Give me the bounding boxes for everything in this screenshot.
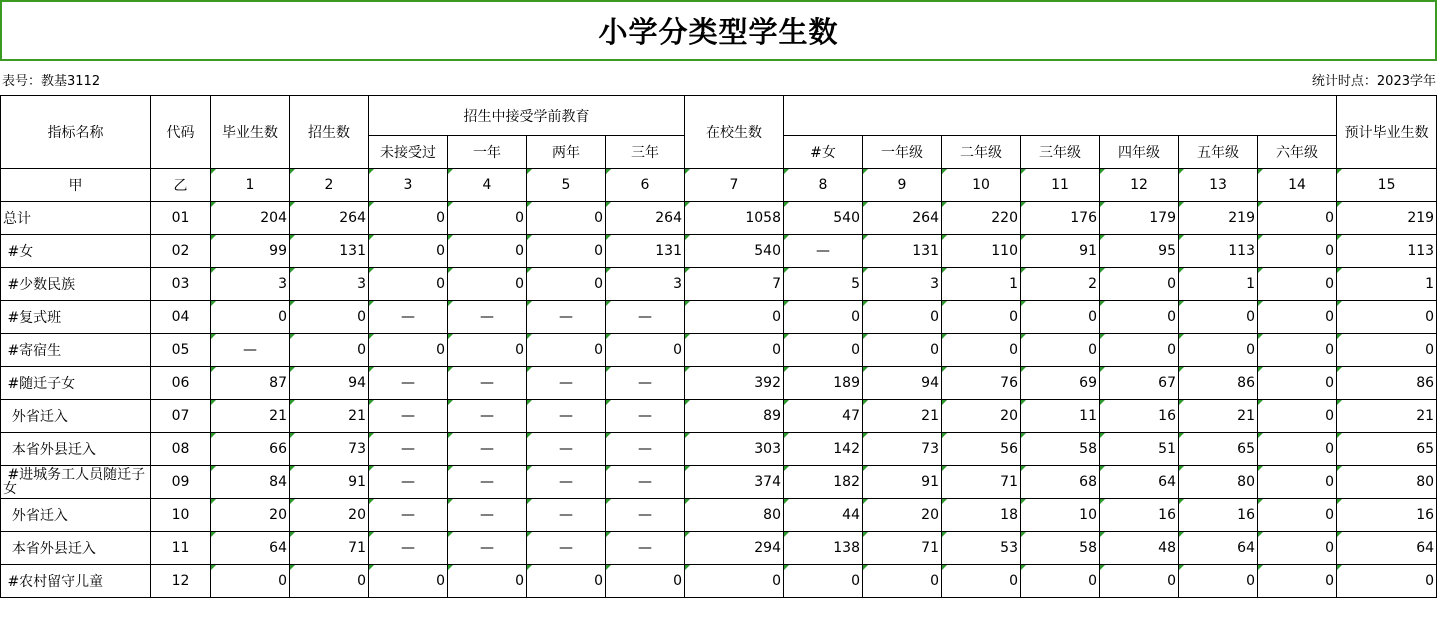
index-cell: 5 bbox=[527, 169, 606, 202]
data-cell: 68 bbox=[1021, 466, 1100, 499]
data-cell: — bbox=[369, 466, 448, 499]
data-cell: — bbox=[784, 235, 863, 268]
data-cell: 0 bbox=[685, 301, 784, 334]
data-cell: 0 bbox=[1337, 301, 1437, 334]
data-cell: 0 bbox=[527, 202, 606, 235]
data-cell: — bbox=[448, 532, 527, 565]
row-label: #复式班 bbox=[1, 301, 151, 334]
data-cell: 179 bbox=[1100, 202, 1179, 235]
table-row bbox=[1, 499, 1437, 532]
data-cell: 0 bbox=[784, 334, 863, 367]
header-grade-6: 六年级 bbox=[1258, 136, 1337, 169]
data-cell: — bbox=[527, 499, 606, 532]
title-box bbox=[0, 0, 1437, 61]
data-cell: 91 bbox=[290, 466, 369, 499]
header-expected-graduates: 预计毕业生数 bbox=[1337, 96, 1437, 169]
data-cell: 7 bbox=[685, 268, 784, 301]
row-code: 09 bbox=[151, 466, 211, 499]
row-label: #随迁子女 bbox=[1, 367, 151, 400]
data-cell: 0 bbox=[290, 565, 369, 598]
data-cell: — bbox=[606, 301, 685, 334]
data-cell: 51 bbox=[1100, 433, 1179, 466]
data-cell: 176 bbox=[1021, 202, 1100, 235]
data-cell: 0 bbox=[863, 565, 942, 598]
header-graduates: 毕业生数 bbox=[211, 96, 290, 169]
data-cell: 73 bbox=[863, 433, 942, 466]
table-row bbox=[1, 301, 1437, 334]
data-cell: 64 bbox=[211, 532, 290, 565]
data-cell: 3 bbox=[211, 268, 290, 301]
data-cell: 131 bbox=[863, 235, 942, 268]
data-cell: 0 bbox=[784, 565, 863, 598]
data-cell: 91 bbox=[1021, 235, 1100, 268]
data-cell: 1 bbox=[1337, 268, 1437, 301]
table-row bbox=[1, 400, 1437, 433]
header-grade-5: 五年级 bbox=[1179, 136, 1258, 169]
data-cell: 113 bbox=[1337, 235, 1437, 268]
data-cell: 0 bbox=[369, 235, 448, 268]
row-code: 01 bbox=[151, 202, 211, 235]
data-cell: 3 bbox=[606, 268, 685, 301]
data-cell: 71 bbox=[290, 532, 369, 565]
index-cell: 6 bbox=[606, 169, 685, 202]
row-code: 10 bbox=[151, 499, 211, 532]
index-cell: 10 bbox=[942, 169, 1021, 202]
data-cell: 219 bbox=[1337, 202, 1437, 235]
data-cell: 80 bbox=[1179, 466, 1258, 499]
data-cell: 0 bbox=[527, 268, 606, 301]
data-cell: 0 bbox=[1100, 565, 1179, 598]
row-label: 外省迁入 bbox=[1, 400, 151, 433]
row-code: 06 bbox=[151, 367, 211, 400]
index-cell: 乙 bbox=[151, 169, 211, 202]
index-cell: 9 bbox=[863, 169, 942, 202]
row-code: 08 bbox=[151, 433, 211, 466]
header-grade-group bbox=[784, 96, 1337, 136]
data-cell: 18 bbox=[942, 499, 1021, 532]
data-cell: 131 bbox=[290, 235, 369, 268]
data-cell: — bbox=[527, 301, 606, 334]
data-cell: 0 bbox=[1258, 301, 1337, 334]
header-grade-2: 二年级 bbox=[942, 136, 1021, 169]
data-cell: 0 bbox=[1258, 532, 1337, 565]
data-cell: 67 bbox=[1100, 367, 1179, 400]
index-cell: 7 bbox=[685, 169, 784, 202]
data-cell: 0 bbox=[211, 301, 290, 334]
data-cell: 264 bbox=[863, 202, 942, 235]
data-cell: 64 bbox=[1179, 532, 1258, 565]
header-grade-1: 一年级 bbox=[863, 136, 942, 169]
table-row bbox=[1, 268, 1437, 301]
header-pre-1: 一年 bbox=[448, 136, 527, 169]
data-cell: 89 bbox=[685, 400, 784, 433]
data-cell: — bbox=[606, 433, 685, 466]
row-label: #少数民族 bbox=[1, 268, 151, 301]
data-cell: 0 bbox=[369, 334, 448, 367]
data-cell: 540 bbox=[784, 202, 863, 235]
header-pre-2: 两年 bbox=[527, 136, 606, 169]
data-cell: 0 bbox=[1258, 433, 1337, 466]
data-cell: 138 bbox=[784, 532, 863, 565]
data-cell: 0 bbox=[1179, 301, 1258, 334]
data-cell: 91 bbox=[863, 466, 942, 499]
index-cell: 12 bbox=[1100, 169, 1179, 202]
data-cell: 20 bbox=[942, 400, 1021, 433]
data-cell: 86 bbox=[1337, 367, 1437, 400]
index-cell: 11 bbox=[1021, 169, 1100, 202]
data-cell: 0 bbox=[1021, 334, 1100, 367]
data-cell: 0 bbox=[290, 334, 369, 367]
data-cell: — bbox=[527, 367, 606, 400]
data-cell: — bbox=[527, 400, 606, 433]
data-cell: 69 bbox=[1021, 367, 1100, 400]
table-row bbox=[1, 565, 1437, 598]
data-cell: 0 bbox=[1179, 565, 1258, 598]
data-cell: 204 bbox=[211, 202, 290, 235]
index-cell: 3 bbox=[369, 169, 448, 202]
data-cell: 65 bbox=[1337, 433, 1437, 466]
header-grade-3: 三年级 bbox=[1021, 136, 1100, 169]
data-cell: 0 bbox=[448, 235, 527, 268]
data-cell: 0 bbox=[369, 565, 448, 598]
table-row bbox=[1, 334, 1437, 367]
data-cell: 0 bbox=[1021, 301, 1100, 334]
row-label: 总计 bbox=[1, 202, 151, 235]
data-cell: 142 bbox=[784, 433, 863, 466]
data-cell: 0 bbox=[606, 565, 685, 598]
row-code: 04 bbox=[151, 301, 211, 334]
data-cell: 16 bbox=[1179, 499, 1258, 532]
data-cell: 66 bbox=[211, 433, 290, 466]
data-cell: 374 bbox=[685, 466, 784, 499]
data-cell: — bbox=[606, 367, 685, 400]
data-cell: 0 bbox=[863, 301, 942, 334]
data-cell: — bbox=[448, 400, 527, 433]
table-row bbox=[1, 235, 1437, 268]
row-code: 02 bbox=[151, 235, 211, 268]
data-cell: 0 bbox=[527, 334, 606, 367]
data-cell: 0 bbox=[448, 565, 527, 598]
table-row bbox=[1, 433, 1437, 466]
row-code: 03 bbox=[151, 268, 211, 301]
data-cell: — bbox=[527, 466, 606, 499]
row-label: #女 bbox=[1, 235, 151, 268]
data-cell: 44 bbox=[784, 499, 863, 532]
index-cell: 15 bbox=[1337, 169, 1437, 202]
data-cell: 2 bbox=[1021, 268, 1100, 301]
header-pre-none: 未接受过 bbox=[369, 136, 448, 169]
statistics-time: 统计时点：2023学年 bbox=[1311, 74, 1436, 89]
data-cell: 94 bbox=[863, 367, 942, 400]
data-cell: 0 bbox=[784, 301, 863, 334]
data-cell: 3 bbox=[863, 268, 942, 301]
data-cell: 0 bbox=[211, 565, 290, 598]
header-code: 代码 bbox=[151, 96, 211, 169]
data-cell: 21 bbox=[1337, 400, 1437, 433]
data-cell: 0 bbox=[527, 565, 606, 598]
data-cell: 0 bbox=[1258, 466, 1337, 499]
data-cell: — bbox=[527, 532, 606, 565]
index-cell: 1 bbox=[211, 169, 290, 202]
data-cell: 0 bbox=[942, 334, 1021, 367]
row-label: 外省迁入 bbox=[1, 499, 151, 532]
data-cell: 87 bbox=[211, 367, 290, 400]
data-cell: 1 bbox=[1179, 268, 1258, 301]
data-cell: 73 bbox=[290, 433, 369, 466]
header-name: 指标名称 bbox=[1, 96, 151, 169]
data-cell: — bbox=[448, 367, 527, 400]
data-cell: 0 bbox=[1337, 565, 1437, 598]
data-cell: 53 bbox=[942, 532, 1021, 565]
data-cell: 0 bbox=[685, 334, 784, 367]
data-cell: 113 bbox=[1179, 235, 1258, 268]
data-cell: 0 bbox=[685, 565, 784, 598]
data-cell: 65 bbox=[1179, 433, 1258, 466]
data-cell: — bbox=[369, 301, 448, 334]
data-cell: 47 bbox=[784, 400, 863, 433]
index-cell: 甲 bbox=[1, 169, 151, 202]
header-female: #女 bbox=[784, 136, 863, 169]
data-cell: 0 bbox=[290, 301, 369, 334]
data-cell: — bbox=[448, 499, 527, 532]
data-cell: 0 bbox=[369, 202, 448, 235]
data-cell: 0 bbox=[1258, 565, 1337, 598]
data-cell: 71 bbox=[942, 466, 1021, 499]
data-cell: 21 bbox=[211, 400, 290, 433]
data-cell: 303 bbox=[685, 433, 784, 466]
row-code: 05 bbox=[151, 334, 211, 367]
data-cell: 0 bbox=[369, 268, 448, 301]
data-cell: 11 bbox=[1021, 400, 1100, 433]
data-cell: 10 bbox=[1021, 499, 1100, 532]
data-cell: — bbox=[369, 367, 448, 400]
data-cell: 0 bbox=[1100, 268, 1179, 301]
row-label: 本省外县迁入 bbox=[1, 433, 151, 466]
data-cell: 0 bbox=[448, 268, 527, 301]
data-cell: — bbox=[606, 400, 685, 433]
index-cell: 8 bbox=[784, 169, 863, 202]
data-cell: 84 bbox=[211, 466, 290, 499]
data-cell: 131 bbox=[606, 235, 685, 268]
data-cell: 0 bbox=[1258, 235, 1337, 268]
header-grade-4: 四年级 bbox=[1100, 136, 1179, 169]
data-cell: 219 bbox=[1179, 202, 1258, 235]
header-in-school: 在校生数 bbox=[685, 96, 784, 169]
data-cell: 0 bbox=[448, 334, 527, 367]
data-cell: 20 bbox=[863, 499, 942, 532]
row-code: 11 bbox=[151, 532, 211, 565]
data-cell: 95 bbox=[1100, 235, 1179, 268]
data-cell: 16 bbox=[1100, 499, 1179, 532]
row-code: 12 bbox=[151, 565, 211, 598]
data-cell: 0 bbox=[863, 334, 942, 367]
data-cell: 392 bbox=[685, 367, 784, 400]
data-cell: 21 bbox=[1179, 400, 1258, 433]
row-label: #进城务工人员随迁子女 bbox=[1, 466, 151, 499]
data-cell: — bbox=[369, 532, 448, 565]
index-row bbox=[1, 169, 1437, 202]
data-cell: 16 bbox=[1337, 499, 1437, 532]
data-cell: 3 bbox=[290, 268, 369, 301]
data-cell: 21 bbox=[863, 400, 942, 433]
data-cell: — bbox=[448, 433, 527, 466]
data-cell: — bbox=[527, 433, 606, 466]
data-cell: 0 bbox=[1179, 334, 1258, 367]
data-cell: — bbox=[606, 466, 685, 499]
index-cell: 14 bbox=[1258, 169, 1337, 202]
data-cell: 0 bbox=[1258, 400, 1337, 433]
data-cell: 80 bbox=[685, 499, 784, 532]
data-cell: 21 bbox=[290, 400, 369, 433]
form-number: 表号：教基3112 bbox=[2, 74, 101, 89]
data-cell: 0 bbox=[1258, 334, 1337, 367]
data-cell: 20 bbox=[290, 499, 369, 532]
data-cell: — bbox=[448, 466, 527, 499]
data-cell: 294 bbox=[685, 532, 784, 565]
table-row bbox=[1, 532, 1437, 565]
data-cell: 182 bbox=[784, 466, 863, 499]
data-cell: 58 bbox=[1021, 532, 1100, 565]
data-cell: 64 bbox=[1100, 466, 1179, 499]
data-cell: 264 bbox=[606, 202, 685, 235]
data-cell: 64 bbox=[1337, 532, 1437, 565]
table-row bbox=[1, 202, 1437, 235]
data-cell: — bbox=[606, 532, 685, 565]
data-cell: 48 bbox=[1100, 532, 1179, 565]
data-cell: 1058 bbox=[685, 202, 784, 235]
data-cell: 110 bbox=[942, 235, 1021, 268]
data-cell: 0 bbox=[1100, 301, 1179, 334]
data-cell: 1 bbox=[942, 268, 1021, 301]
index-cell: 13 bbox=[1179, 169, 1258, 202]
data-cell: — bbox=[448, 301, 527, 334]
data-cell: 0 bbox=[527, 235, 606, 268]
data-cell: 0 bbox=[942, 301, 1021, 334]
row-label: #寄宿生 bbox=[1, 334, 151, 367]
row-label: 本省外县迁入 bbox=[1, 532, 151, 565]
data-cell: 0 bbox=[1258, 268, 1337, 301]
data-cell: 99 bbox=[211, 235, 290, 268]
data-cell: 5 bbox=[784, 268, 863, 301]
index-cell: 2 bbox=[290, 169, 369, 202]
header-enrollment: 招生数 bbox=[290, 96, 369, 169]
data-cell: 0 bbox=[448, 202, 527, 235]
index-cell: 4 bbox=[448, 169, 527, 202]
data-cell: 56 bbox=[942, 433, 1021, 466]
data-cell: 0 bbox=[1021, 565, 1100, 598]
data-cell: — bbox=[369, 400, 448, 433]
data-cell: 0 bbox=[1100, 334, 1179, 367]
data-cell: 0 bbox=[1258, 202, 1337, 235]
header-preschool-group: 招生中接受学前教育 bbox=[369, 96, 685, 136]
data-cell: 0 bbox=[1337, 334, 1437, 367]
data-cell: — bbox=[369, 499, 448, 532]
data-cell: 0 bbox=[942, 565, 1021, 598]
data-cell: 80 bbox=[1337, 466, 1437, 499]
header-pre-3: 三年 bbox=[606, 136, 685, 169]
data-cell: 0 bbox=[606, 334, 685, 367]
data-cell: 94 bbox=[290, 367, 369, 400]
data-cell: 220 bbox=[942, 202, 1021, 235]
data-cell: 540 bbox=[685, 235, 784, 268]
data-cell: 86 bbox=[1179, 367, 1258, 400]
data-cell: 0 bbox=[1258, 499, 1337, 532]
page-title: 小学分类型学生数 bbox=[598, 15, 839, 49]
data-cell: 264 bbox=[290, 202, 369, 235]
row-code: 07 bbox=[151, 400, 211, 433]
table-row bbox=[1, 466, 1437, 499]
data-cell: 20 bbox=[211, 499, 290, 532]
data-cell: 58 bbox=[1021, 433, 1100, 466]
data-cell: — bbox=[211, 334, 290, 367]
data-cell: 16 bbox=[1100, 400, 1179, 433]
data-cell: 71 bbox=[863, 532, 942, 565]
data-cell: 0 bbox=[1258, 367, 1337, 400]
data-cell: 76 bbox=[942, 367, 1021, 400]
data-cell: 189 bbox=[784, 367, 863, 400]
data-cell: — bbox=[369, 433, 448, 466]
table-row bbox=[1, 367, 1437, 400]
row-label: #农村留守儿童 bbox=[1, 565, 151, 598]
student-table bbox=[0, 95, 1437, 598]
data-cell: — bbox=[606, 499, 685, 532]
